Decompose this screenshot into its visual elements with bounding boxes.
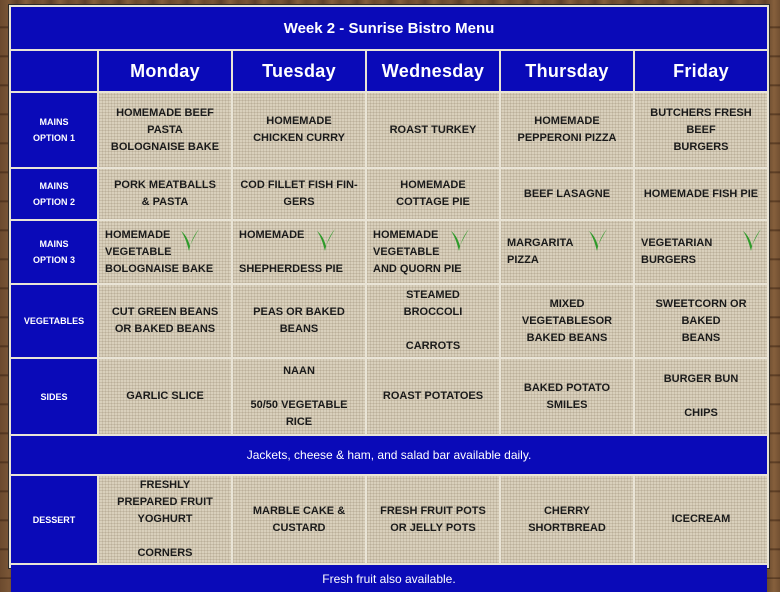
v-leaf-icon — [179, 227, 201, 253]
menu-cell-thu-mains-3 — [501, 221, 633, 283]
menu-cell-thu-mains-2: BEEF LASAGNE — [501, 169, 633, 219]
menu-cell-thu-vegetables: MIXED VEGETABLESOR BAKED BEANS — [501, 285, 633, 357]
menu-cell-fri-mains-3 — [635, 221, 767, 283]
menu-title: Week 2 - Sunrise Bistro Menu — [11, 7, 767, 49]
menu-cell-tue-sides: NAAN 50/50 VEGETABLE RICE — [233, 359, 365, 434]
menu-cell-fri-sides: BURGER BUN CHIPS — [635, 359, 767, 434]
menu-cell-mon-vegetables: CUT GREEN BEANS OR BAKED BEANS — [99, 285, 231, 357]
row-label-mains-option-3: MAINS OPTION 3 — [11, 221, 97, 283]
dish-name: MARGARITA PIZZA — [507, 237, 574, 266]
menu-table — [8, 4, 770, 586]
menu-cell-mon-mains-1: HOMEMADE BEEF PASTA BOLOGNAISE BAKE — [99, 93, 231, 167]
menu-cell-wed-mains-3 — [367, 221, 499, 283]
menu-cell-mon-sides: GARLIC SLICE — [99, 359, 231, 434]
row-label-sides: SIDES — [11, 359, 97, 434]
menu-cell-tue-mains-2: COD FILLET FISH FIN- GERS — [233, 169, 365, 219]
menu-cell-mon-dessert: FRESHLY PREPARED FRUIT YOGHURT CORNERS — [99, 476, 231, 563]
menu-cell-wed-mains-1: ROAST TURKEY — [367, 93, 499, 167]
day-header-wednesday: Wednesday — [367, 51, 499, 91]
menu-cell-wed-dessert: FRESH FRUIT POTS OR JELLY POTS — [367, 476, 499, 563]
menu-cell-wed-mains-2: HOMEMADE COTTAGE PIE — [367, 169, 499, 219]
day-header-friday: Friday — [635, 51, 767, 91]
menu-cell-thu-dessert: CHERRY SHORTBREAD — [501, 476, 633, 563]
menu-cell-fri-mains-1: BUTCHERS FRESH BEEF BURGERS — [635, 93, 767, 167]
day-header-monday: Monday — [99, 51, 231, 91]
menu-cell-thu-sides: BAKED POTATO SMILES — [501, 359, 633, 434]
v-leaf-icon — [587, 227, 609, 253]
dish-name: VEGETARIAN BURGERS — [641, 237, 713, 266]
row-label-dessert: DESSERT — [11, 476, 97, 563]
row-label-mains-option-2: MAINS OPTION 2 — [11, 169, 97, 219]
v-leaf-icon — [315, 227, 337, 253]
menu-cell-fri-mains-2: HOMEMADE FISH PIE — [635, 169, 767, 219]
menu-cell-fri-vegetables: SWEETCORN OR BAKED BEANS — [635, 285, 767, 357]
day-header-thursday: Thursday — [501, 51, 633, 91]
corner-cell — [11, 51, 97, 91]
menu-cell-wed-vegetables: STEAMED BROCCOLI CARROTS — [367, 285, 499, 357]
row-label-vegetables: VEGETABLES — [11, 285, 97, 357]
daily-availability-note: Jackets, cheese & ham, and salad bar available daily. — [11, 436, 767, 474]
v-leaf-icon — [449, 227, 471, 253]
menu-cell-mon-mains-2: PORK MEATBALLS & PASTA — [99, 169, 231, 219]
menu-cell-tue-dessert: MARBLE CAKE & CUSTARD — [233, 476, 365, 563]
row-label-mains-option-1: MAINS OPTION 1 — [11, 93, 97, 167]
dish-name: HOMEMADE VEGETABLE AND QUORN PIE — [373, 228, 462, 275]
dish-name: HOMEMADE VEGETABLE BOLOGNAISE BAKE — [105, 228, 214, 275]
menu-cell-tue-vegetables: PEAS OR BAKED BEANS — [233, 285, 365, 357]
menu-cell-thu-mains-1: HOMEMADE PEPPERONI PIZZA — [501, 93, 633, 167]
v-leaf-icon — [741, 227, 763, 253]
menu-cell-fri-dessert: ICECREAM — [635, 476, 767, 563]
footer-fruit-note: Fresh fruit also available. — [11, 565, 767, 592]
day-header-tuesday: Tuesday — [233, 51, 365, 91]
menu-cell-tue-mains-3 — [233, 221, 365, 283]
dish-name: HOMEMADE SHEPHERDESS PIE — [239, 228, 343, 275]
menu-cell-tue-mains-1: HOMEMADE CHICKEN CURRY — [233, 93, 365, 167]
menu-cell-wed-sides: ROAST POTATOES — [367, 359, 499, 434]
menu-cell-mon-mains-3 — [99, 221, 231, 283]
